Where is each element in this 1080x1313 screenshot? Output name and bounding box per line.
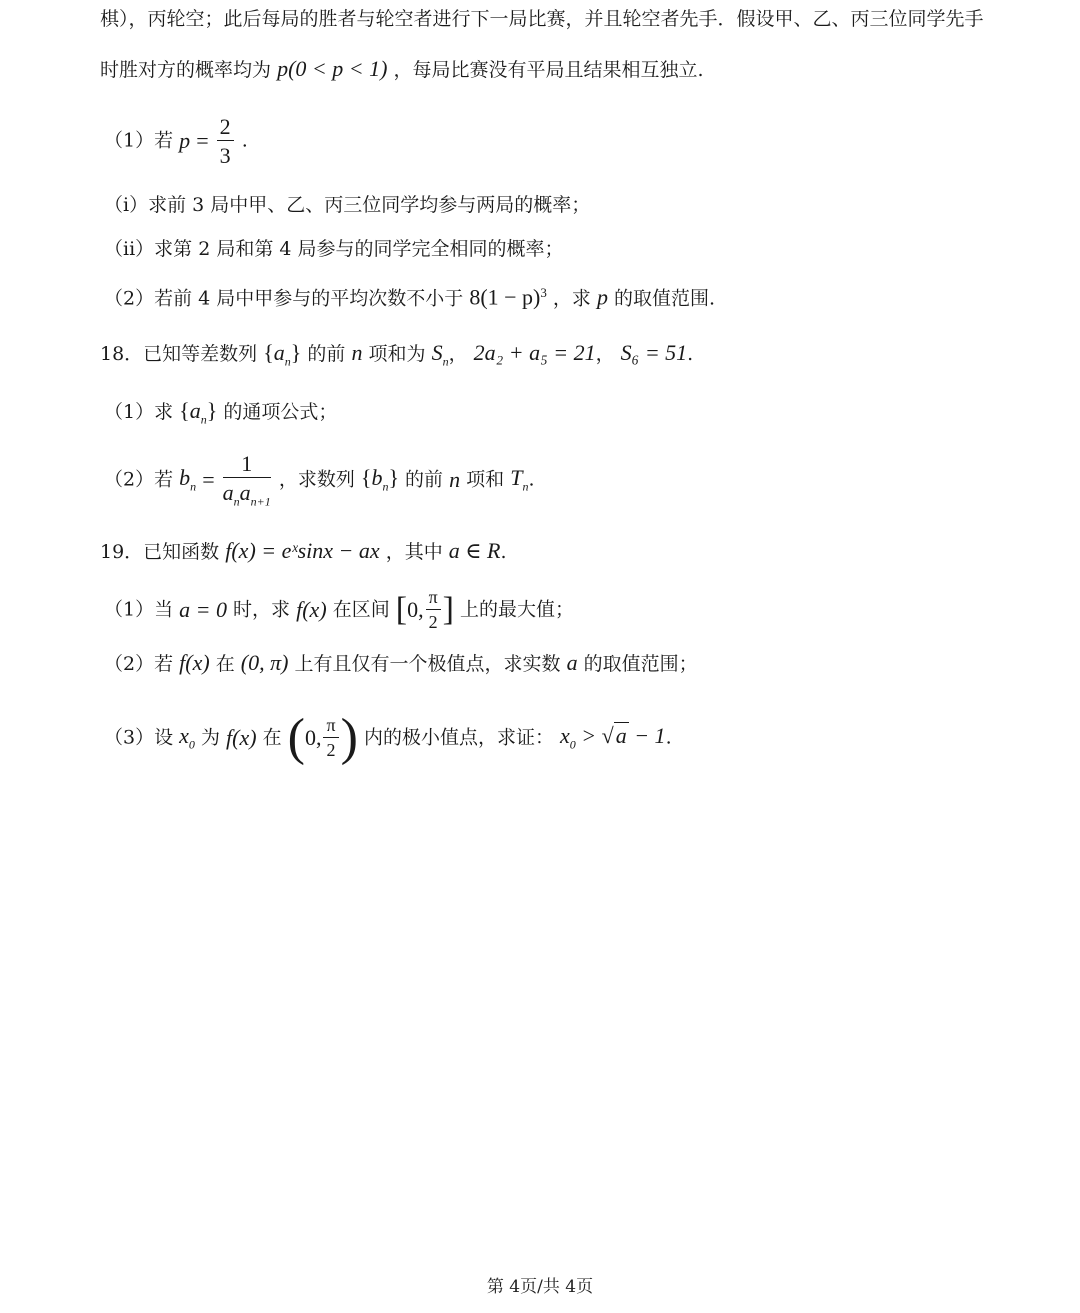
q17-part1: （1）若 p = $\frac{2}{3}$ .: [104, 114, 248, 169]
q17-part2: （2）若前 4 局中甲参与的平均次数不小于 $8(1 - p)^3$ ，求 p 的取值范围.: [104, 284, 716, 310]
fraction-two-thirds: $\frac{2}{3}$: [217, 115, 234, 167]
q19-part1: （1）当 a = 0 时，求 f(x) 在区间 [0, $\frac{\pi}{2}$ ] 上的最大值；: [104, 587, 575, 632]
q17-sub-ii: （ii）求第 2 局和第 4 局参与的同学完全相同的概率；: [104, 238, 564, 260]
q17-sub-i: （i）求前 3 局中甲、乙、丙三位同学均参与两局的概率；: [104, 194, 591, 216]
fraction-pi-over-2-open: $\frac{\pi}{2}$: [323, 716, 338, 760]
intro-line-2: 时胜对方的概率均为 p(0 < p < 1) ，每局比赛没有平局且结果相互独立.: [100, 56, 704, 81]
q18-stem: 18．已知等差数列 $\{a_n\}$ 的前 n 项和为 $S_n$， 2a₂ + a₅ = 21， S₆ = 51.: [100, 340, 694, 369]
intro-line-1: 棋），丙轮空；此后每局的胜者与轮空者进行下一局比赛，并且轮空者先手．假设甲、乙、丙三位同学先手: [100, 8, 984, 30]
q18-part2: （2）若 $b_n$ = $\frac{1}{a_na_{n+1}}$ ，求数列 $\{b_n\}$ 的前 n 项和 $T_n$.: [104, 451, 535, 509]
fraction-pi-over-2: $\frac{\pi}{2}$: [426, 588, 441, 632]
q19-stem: 19．已知函数 f(x) = eˣsinx − ax ，其中 a ∈ R.: [100, 538, 507, 563]
page-footer: 第 4页/共 4页: [486, 1277, 594, 1297]
q19-part3: （3）设 $x_0$ 为 f(x) 在 (0, $\frac{\pi}{2}$ ) 内的极小值点，求证： $x_0 > √a - 1$.: [104, 709, 672, 766]
q18-part1: （1）求 $\{a_n\}$ 的通项公式；: [104, 398, 338, 427]
fraction-bn: $\frac{1}{a_na_{n+1}}$: [222, 451, 271, 509]
q19-part2: （2）若 f(x) 在 (0, π) 上有且仅有一个极值点，求实数 a 的取值范围；: [104, 650, 698, 675]
